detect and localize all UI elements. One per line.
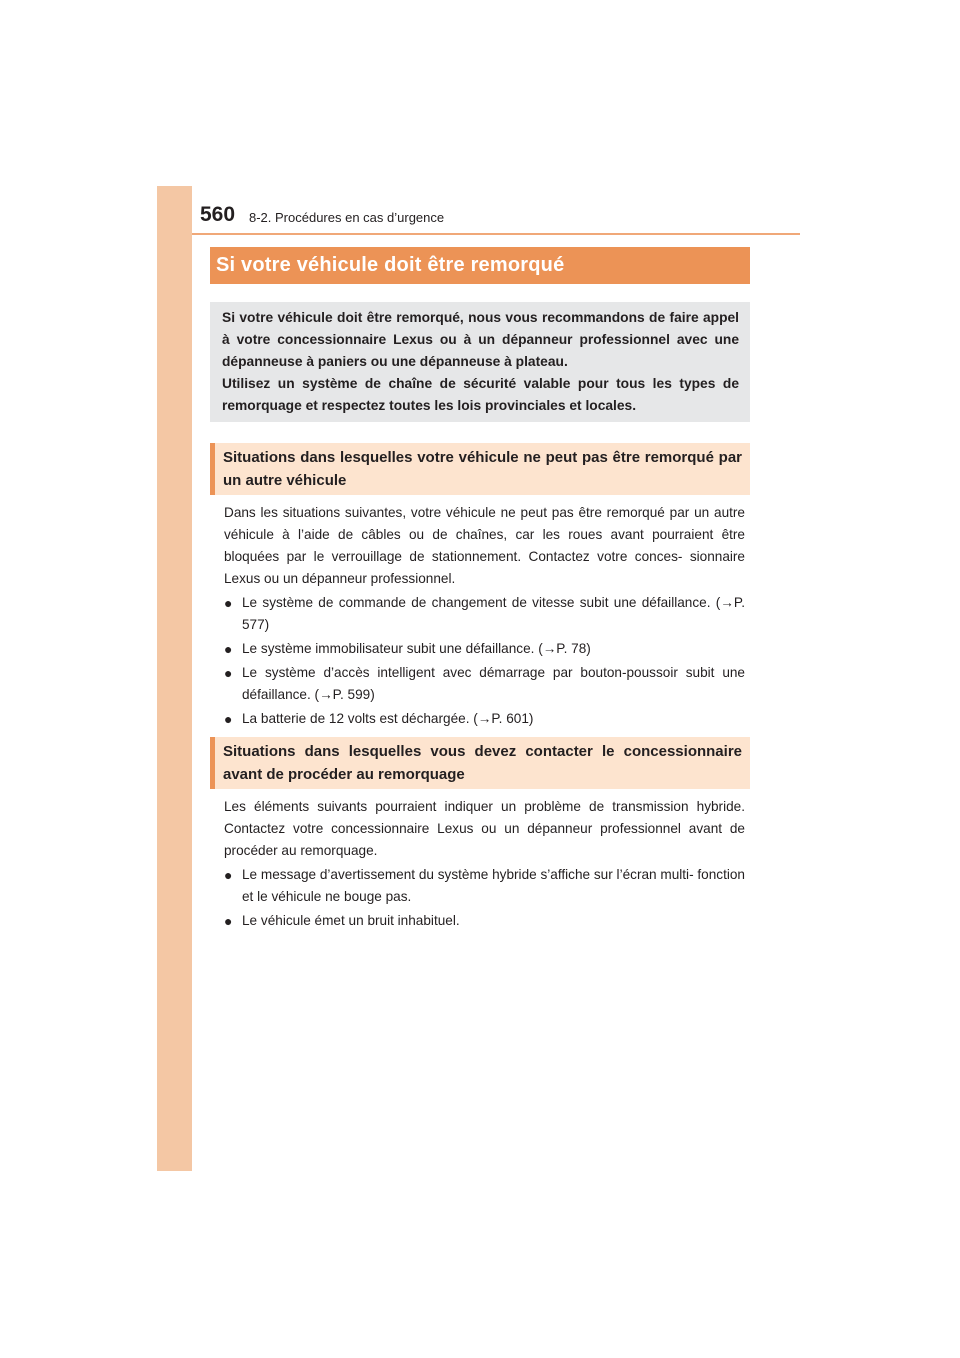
header-rule	[192, 233, 800, 235]
list-item: ● La batterie de 12 volts est déchargée. (→P. 601)	[224, 708, 745, 730]
bullet-dot-icon: ●	[224, 641, 233, 657]
intro-line-1: Si votre véhicule doit être remorqué, nous vous recommandons de faire appel à votre concessionnaire Lexus ou à un dépanneur professionnel avec une dépanneuse à paniers ou une dépanneuse à plateau.	[222, 310, 739, 369]
section-2-paragraph: Les éléments suivants pourraient indiquer un problème de transmission hybride. Contactez votre concessionnaire Lexus ou un dépanneur professionnel avant de procéder au remorquage.	[224, 799, 745, 858]
page-title: Si votre véhicule doit être remorqué	[216, 254, 565, 276]
list-item: ● Le système de commande de changement de vitesse subit une défaillance. (→P. 577)	[224, 592, 745, 636]
bullet-dot-icon: ●	[224, 913, 233, 929]
side-tab-strip	[157, 186, 192, 1171]
page-number: 560	[200, 203, 236, 226]
intro-box	[210, 302, 750, 422]
bullet-dot-icon: ●	[224, 595, 233, 611]
list-item: ● Le système d’accès intelligent avec démarrage par bouton-poussoir subit une défaillance. (→P. 599)	[224, 662, 745, 706]
intro-line-2: Utilisez un système de chaîne de sécurité valable pour tous les types de remorquage et respectez toutes les lois provinciales et locales.	[222, 376, 739, 413]
bullet-dot-icon: ●	[224, 665, 233, 681]
bullet-dot-icon: ●	[224, 711, 233, 727]
section-body-1	[224, 502, 745, 732]
list-item: ● Le message d’avertissement du système hybride s’affiche sur l’écran multi- fonction et le véhicule ne bouge pas.	[224, 864, 745, 908]
section-body-2	[224, 796, 745, 934]
section-heading-2	[210, 737, 750, 789]
bullet-dot-icon: ●	[224, 867, 233, 883]
section-title-bar	[210, 247, 750, 284]
section-heading-1-text: Situations dans lesquelles votre véhicule ne peut pas être remorqué par un autre véhicule	[223, 449, 742, 489]
section-2-bullet-list	[224, 864, 745, 932]
section-1-paragraph: Dans les situations suivantes, votre véhicule ne peut pas être remorqué par un autre véhicule à l’aide de câbles ou de chaînes, car les roues avant pourraient être bloquées par le verrouillage de stationnement. Contactez votre conces- sionnaire Lexus ou un dépanneur professionnel.	[224, 505, 745, 586]
list-item: ● Le véhicule émet un bruit inhabituel.	[224, 910, 745, 932]
section-heading-2-text: Situations dans lesquelles vous devez contacter le concessionnaire avant de procéder au remorquage	[223, 743, 742, 783]
section-1-bullet-list	[224, 592, 745, 730]
list-item: ● Le système immobilisateur subit une défaillance. (→P. 78)	[224, 638, 745, 660]
chapter-title: 8-2. Procédures en cas d’urgence	[249, 210, 445, 225]
section-heading-1	[210, 443, 750, 495]
